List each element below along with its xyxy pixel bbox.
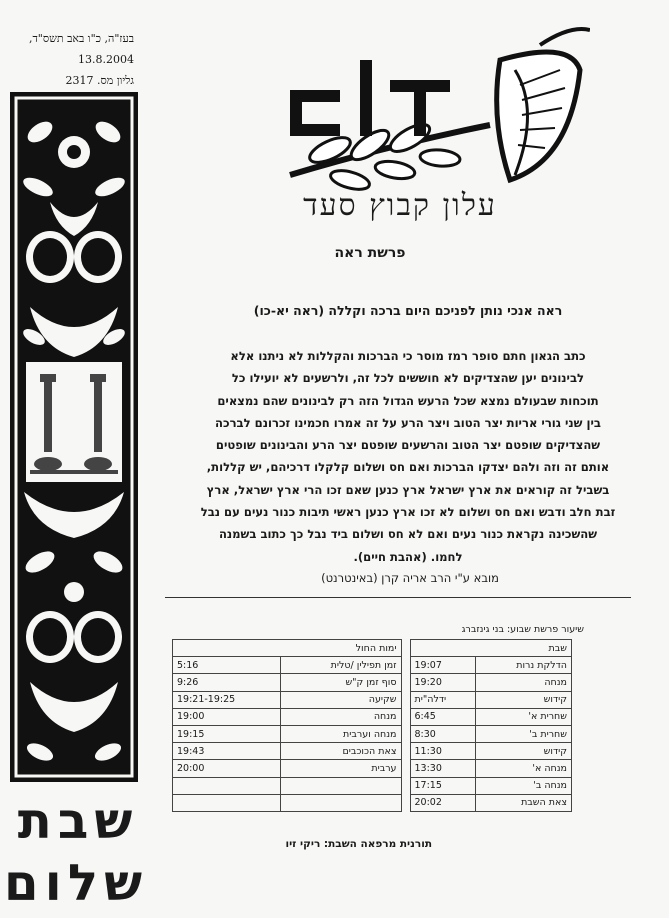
body-line: כתב הגאון חתם סופר רמז מוסר כי הברכות והקללות לא ניתנו אלא [230, 349, 586, 363]
table-row [173, 743, 572, 760]
papercut-ornament-icon [10, 92, 138, 782]
divider [165, 597, 631, 598]
shabbat-label: קידוש [475, 743, 571, 760]
body-line: תוכחות שבעולם נמצא שכל הרעש הגדול הזה רק לבינונים שהם נמצאים [217, 393, 599, 408]
shabbat-time: ידלה"ית [410, 691, 475, 708]
weekday-time: 19:15 [173, 725, 281, 742]
table-row [173, 691, 572, 708]
weekday-label: ערבית [281, 760, 401, 777]
shabbat-shalom-banner [3, 790, 148, 914]
weekday-label: מנחה [281, 708, 401, 725]
table-row [173, 657, 572, 674]
weekday-label: צאת הכוכבים [281, 743, 401, 760]
table-row [173, 760, 572, 777]
body-line: לבינונים יען שהצדיקים לא חוששים לכל זה, ולרשעים לא יועילו כל [231, 371, 585, 386]
issue-header [0, 28, 140, 91]
shabbat-time: 19:20 [410, 674, 475, 691]
weekday-label: שקיעה [281, 691, 401, 708]
weekday-time: 5:16 [173, 657, 281, 674]
weekday-header: ימות החול [173, 640, 402, 657]
weekday-label: סוף זמן ק"ש [281, 674, 401, 691]
body-line: אותם זה וזה ולהם יצדקו הברכות ואם חס ושלום קלקלו דרכיהם, יש קללות, [206, 460, 610, 475]
clinic-duty-line: תורנית מרפאה השבת: ריקי זיו [285, 838, 432, 850]
decorative-papercut-strip [10, 92, 138, 782]
shabbat-label: קידוש [475, 691, 571, 708]
logo-subtitle: עלון קבוץ סעד [303, 188, 497, 223]
gregorian-date: 13.8.2004 [78, 53, 134, 66]
table-header-row [173, 640, 572, 657]
weekday-time: 9:26 [173, 674, 281, 691]
shabbat-label: מנחה א' [475, 760, 571, 777]
weekday-time [173, 794, 281, 811]
shabbat-label: מנחה ב' [475, 777, 571, 794]
shabbat-time: 19:07 [410, 657, 475, 674]
shabbat-time: 8:30 [410, 725, 475, 742]
weekday-time: 19:21-19:25 [173, 691, 281, 708]
body-line: בשביל זה קוראים את ארץ ישראל ארץ כנען שאם זכו הרי ארץ ישראל, ארץ [206, 482, 610, 497]
table-row [173, 777, 572, 794]
verse-heading: ראה אנכי נותן לפניכם היום ברכה וקללה (ראה יא-כו) [253, 303, 563, 318]
shalom-word: שלום [3, 854, 148, 912]
source-credit: מובא ע"י הרב אריה קרן (באינטרנט) [321, 571, 499, 585]
shabbat-word: שבת [17, 792, 139, 850]
weekday-label: זמן תפילין /טלית [281, 657, 401, 674]
prayer-times-table [172, 639, 572, 812]
table-row [173, 674, 572, 691]
shabbat-label: הדלקת נרות [475, 657, 571, 674]
shabbat-label: שחרית ב' [475, 725, 571, 742]
article-body [178, 345, 638, 568]
shiur-line: שיעור פרשת שבוע: בני גינזברג [461, 624, 584, 635]
shabbat-label: שחרית א' [475, 708, 571, 725]
weekday-label: מנחה וערבית [281, 725, 401, 742]
shabbat-time: 13:30 [410, 760, 475, 777]
weekday-label [281, 777, 401, 794]
body-line: שהצדיקים שופטם יצר הטוב והרשעים שופטם יצר הרע והבינונים שופטים [215, 438, 601, 453]
parasha-title: פרשת ראה [334, 245, 406, 261]
shabbat-time: 6:45 [410, 708, 475, 725]
hebrew-date: בעז"ה, כ"ו באב תשס"ד, [28, 32, 134, 45]
weekday-time: 19:43 [173, 743, 281, 760]
shabbat-header: שבת [410, 640, 572, 657]
body-line: זבת חלב ודבש ואם חס ושלום לא זכו ארץ כנען ראשי תיבות כנור נעים עם נבל [200, 505, 616, 520]
table-row [173, 725, 572, 742]
table-row [173, 708, 572, 725]
weekday-label [281, 794, 401, 811]
body-line: שהשכינה נקראת כנור נעים ואם לא חס ושלום ביד נבל כך כתוב בשמנה [218, 527, 598, 542]
shabbat-label: צאת השבת [475, 794, 571, 811]
body-line: בין שני גורי אריות יצר הטוב ויצר הרע על זה אמרו חכמינו זכרונם לברכה [215, 415, 601, 430]
table-row [173, 794, 572, 811]
shabbat-time: 17:15 [410, 777, 475, 794]
weekday-time: 20:00 [173, 760, 281, 777]
shabbat-time: 20:02 [410, 794, 475, 811]
weekday-time [173, 777, 281, 794]
body-line: לחמו. (אהבת חיים). [353, 549, 463, 564]
shabbat-label: מנחה [475, 674, 571, 691]
issue-number: גליון מס. 2317 [65, 74, 134, 87]
weekday-time: 19:00 [173, 708, 281, 725]
shabbat-time: 11:30 [410, 743, 475, 760]
leaf-logo-icon [270, 20, 590, 200]
